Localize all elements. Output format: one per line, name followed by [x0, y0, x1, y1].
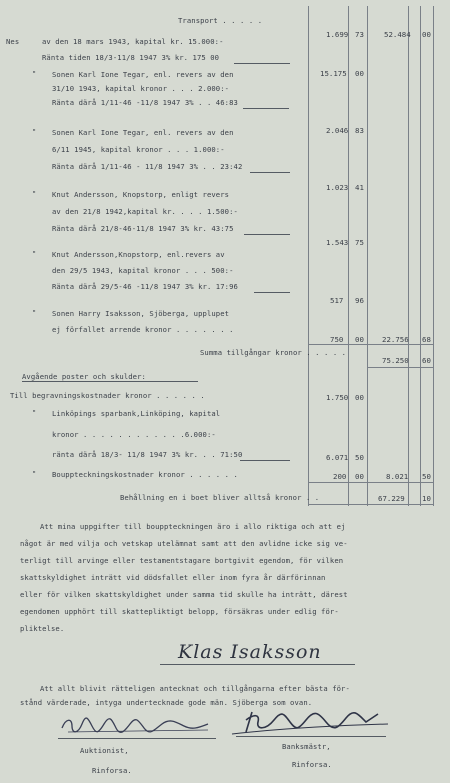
bank-line: ränta därå 18/3- 11/8 1947 3% kr. . . 71:50	[52, 450, 243, 459]
rule	[308, 482, 433, 483]
attest-line: Att allt blivit rätteligen antecknat och tillgångarna efter bästa för-	[40, 684, 350, 693]
underline	[244, 234, 290, 235]
funeral-ore: 00	[355, 393, 364, 402]
underline	[254, 292, 290, 293]
row-line: Ränta därå 1/11-46 -11/8 1947 3% . . 46:83	[52, 98, 238, 107]
subtotal-amount: 22.756	[382, 335, 409, 344]
row-amount: 1.543	[326, 238, 349, 247]
balance-amount: 67.229	[378, 494, 405, 503]
transport-total-ore: 00	[422, 30, 431, 39]
rule	[308, 504, 433, 505]
bank-line: kronor . . . . . . . . . . . .6.000:-	[52, 430, 216, 439]
declaration-line: eller för vilken skattskyldighet under samma tid skulle ha inträtt, därest	[20, 590, 348, 599]
declaration-line: terligt till arvinge eller testamentstagare bortgivit egendom, för vilken	[20, 556, 344, 565]
declaration-line: Att mina uppgifter till bouppteckningen äro i allo riktiga och att ej	[40, 522, 346, 531]
row-ore: 41	[355, 183, 364, 192]
row-line: Sonen Karl Ione Tegar, enl. revers av den	[52, 128, 234, 137]
rule	[367, 367, 433, 368]
transport-amount: 1.699	[326, 30, 349, 39]
deductions-total: 8.021	[386, 472, 409, 481]
row-ore: 00	[355, 69, 364, 78]
underline	[250, 172, 290, 173]
balance-ore: 10	[422, 494, 431, 503]
summa-label: Summa tillgångar kronor . . . . .	[200, 348, 347, 357]
row-amount: 517	[330, 296, 344, 305]
row-ore: 96	[355, 296, 364, 305]
witness-signature-right	[228, 704, 398, 738]
witness-left-title: Auktionist,	[80, 746, 129, 755]
row-line: Ränta därå 21/8-46-11/8 1947 3% kr. 43:75	[52, 224, 234, 233]
bank-ore: 50	[355, 453, 364, 462]
underline	[234, 63, 290, 64]
deductions-total-ore: 50	[422, 472, 431, 481]
witness-left-place: Rinforsa.	[92, 766, 132, 775]
transport-label: Transport . . . . .	[178, 16, 263, 25]
row-line: av den 21/8 1942,kapital kr. . . . 1.500:-	[52, 207, 238, 216]
transport-ore: 73	[355, 30, 364, 39]
row-line: Ränta tiden 18/3-11/8 1947 3% kr. 175 00	[42, 53, 220, 62]
column-rule	[408, 6, 409, 506]
declaration-line: skattskyldighet inträtt vid dödsfallet eller inom fyra år därförinnan	[20, 573, 326, 582]
underline	[243, 108, 289, 109]
witness-right-title: Banksmästr,	[282, 742, 331, 751]
underline	[240, 460, 290, 461]
row-bullet: "	[32, 250, 37, 258]
funeral-label: Till begravningskostnader kronor . . . . . .	[10, 391, 205, 400]
row-bullet: "	[32, 70, 37, 78]
balance-label: Behållning en i boet bliver alltså kronor . .	[120, 493, 320, 502]
row-line: Sonen Harry Isaksson, Sjöberga, upplupet	[52, 309, 230, 318]
row-line: av den 18 mars 1943, kapital kr. 15.000:-	[42, 37, 224, 46]
witness-signature-left	[58, 712, 218, 738]
declaration-line: pliktelse.	[20, 624, 65, 633]
row-ore: 83	[355, 126, 364, 135]
row-amount: 750	[330, 335, 344, 344]
row-bullet: "	[32, 470, 37, 478]
signature-line	[236, 736, 386, 737]
column-rule	[433, 6, 434, 506]
deductions-heading: Avgående poster och skulder:	[22, 372, 146, 381]
row-bullet: "	[32, 128, 37, 136]
signature-line	[58, 738, 216, 739]
column-rule	[420, 6, 421, 506]
witness-right-place: Rinforsa.	[292, 760, 332, 769]
row-ore: 00	[355, 335, 364, 344]
underline	[22, 381, 198, 382]
row-line: 31/10 1943, kapital kronor . . . 2.000:-	[52, 84, 230, 93]
row-bullet: Nes	[6, 37, 20, 46]
estate-cost-label: Bouppteckningskostnader kronor . . . . . .	[52, 470, 238, 479]
row-amount: 15.175	[320, 69, 347, 78]
declaration-line: egendomen upphört till skattepliktigt belopp, försäkras under edlig för-	[20, 607, 339, 616]
row-line: den 29/5 1943, kapital kronor . . . 500:-	[52, 266, 234, 275]
row-line: 6/11 1945, kapital kronor . . . 1.000:-	[52, 145, 225, 154]
row-bullet: "	[32, 309, 37, 317]
row-line: Ränta därå 1/11-46 - 11/8 1947 3% . . 23:42	[52, 162, 243, 171]
bank-line: Linköpings sparbank,Linköping, kapital	[52, 409, 221, 418]
column-rule	[308, 6, 309, 506]
column-rule	[348, 6, 349, 506]
column-rule	[367, 6, 368, 506]
row-line: ej förfallet arrende kronor . . . . . . .	[52, 325, 234, 334]
row-line: Sonen Karl Ione Tegar, enl. revers av den	[52, 70, 234, 79]
summa-amount: 75.250	[382, 356, 409, 365]
row-amount: 1.023	[326, 183, 349, 192]
bank-amount: 6.071	[326, 453, 349, 462]
row-bullet: "	[32, 409, 37, 417]
summa-ore: 60	[422, 356, 431, 365]
estate-cost-ore: 00	[355, 472, 364, 481]
subtotal-ore: 68	[422, 335, 431, 344]
estate-cost-amount: 200	[333, 472, 347, 481]
row-line: Knut Andersson,Knopstorp, enl.revers av	[52, 250, 225, 259]
row-amount: 2.046	[326, 126, 349, 135]
declarant-signature: Klas Isaksson	[178, 641, 322, 663]
row-line: Ränta därå 29/5-46 -11/8 1947 3% kr. 17:96	[52, 282, 238, 291]
funeral-amount: 1.750	[326, 393, 349, 402]
row-bullet: "	[32, 190, 37, 198]
row-ore: 75	[355, 238, 364, 247]
signature-line	[160, 664, 355, 665]
attest-line: stånd värderade, intyga undertecknade gode män. Sjöberga som ovan.	[20, 698, 313, 707]
row-line: Knut Andersson, Knopstorp, enligt revers	[52, 190, 230, 199]
declaration-line: något är med vilja och vetskap utelämnat samt att den avlidne icke sig ve-	[20, 539, 348, 548]
transport-total: 52.484	[384, 30, 411, 39]
rule	[308, 344, 433, 345]
